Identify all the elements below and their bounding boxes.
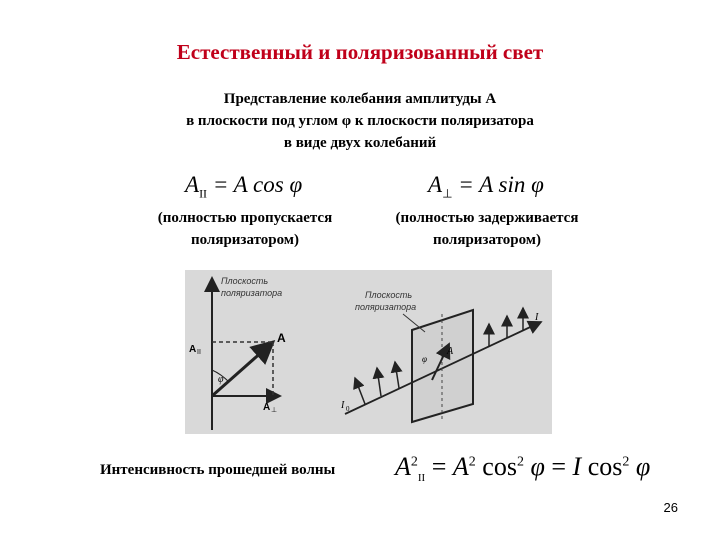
if-cos1: cos [475,452,517,481]
label-A-perp: A [263,402,271,413]
label-A-parallel-sub: II [197,349,201,356]
subtitle [0,88,720,154]
incident-arrow-2 [377,368,381,396]
if-I: I [572,452,582,481]
if-a1-sub: II [417,472,426,485]
right-plane-label-1: Плоскость [365,290,413,300]
formula-perp-rhs: = A sin φ [458,172,544,197]
formula-parallel [185,172,302,202]
label-A-perp-sub: ⊥ [271,407,278,414]
intensity-label: Интенсивность прошедшей волны [100,462,336,478]
if-a1-sup: 2 [410,454,418,470]
intensity-formula [395,452,651,485]
caption-right-line-1: (полностью задерживается [395,210,579,226]
if-a2-sup: 2 [468,454,476,470]
label-I0: I [341,400,345,411]
if-eq2: = [544,452,573,481]
if-cos2-sup: 2 [622,454,630,470]
if-eq1: = [425,452,453,481]
subtitle-line-3: в виде двух колебаний [283,135,437,151]
formula-perpendicular [428,172,544,202]
if-a1: A [395,452,411,481]
caption-left [130,207,360,251]
if-a2: A [452,452,469,481]
if-cos1-sup: 2 [516,454,524,470]
if-phi1: φ [523,452,545,481]
if-phi2: φ [629,452,651,481]
label-I: I [535,312,539,323]
formula-perp-lhs: A [428,172,443,197]
label-I0-sub: 0 [346,405,350,413]
formula-parallel-sub: II [199,186,208,201]
label-A-parallel: A [189,344,197,355]
formula-perp-sub: ⊥ [442,186,453,201]
if-cos2: cos [581,452,623,481]
left-plane-label-2: поляризатора [221,288,283,298]
right-plane-label-2: поляризатора [355,302,417,312]
polarizer-figure [185,270,552,434]
vector-A [212,342,273,396]
formula-parallel-rhs: = A cos φ [212,172,303,197]
subtitle-line-1: Представление колебания амплитуды A [223,91,497,107]
left-plane-label-1: Плоскость [221,276,269,286]
formula-parallel-lhs: A [185,172,200,197]
polarizer-diagram [185,270,552,434]
caption-right [372,207,602,251]
incident-arrow-1 [355,378,365,404]
caption-right-line-2: поляризатором) [432,232,542,248]
caption-left-line-2: поляризатором) [190,232,300,248]
label-phi-left: φ [218,374,224,385]
label-phi-right: φ [422,354,427,364]
slide-title: Естественный и поляризованный свет [176,40,544,64]
caption-left-line-1: (полностью пропускается [157,210,333,226]
label-vector-A: A [277,331,286,345]
page-number: 26 [663,500,678,515]
label-A-plate: A [447,346,454,357]
subtitle-line-2: в плоскости под углом φ к плоскости поляризатора [186,113,534,129]
incident-arrow-3 [395,362,399,388]
